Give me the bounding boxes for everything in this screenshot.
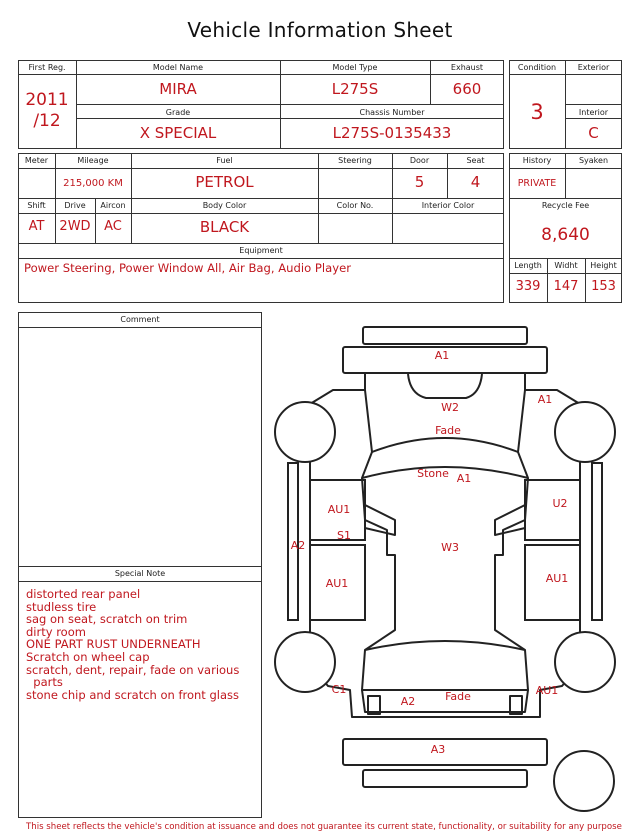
special-note-line: Scratch on wheel cap bbox=[26, 649, 150, 664]
model-name-value: MIRA bbox=[159, 80, 197, 98]
recycle-fee-value: 8,640 bbox=[541, 225, 590, 245]
mark-roof-stone-grade: A1 bbox=[456, 472, 472, 485]
syaken-label: Syaken bbox=[578, 156, 609, 165]
meter-label: Meter bbox=[24, 156, 49, 165]
color-no-label: Color No. bbox=[336, 201, 374, 210]
exterior-label: Exterior bbox=[577, 63, 610, 72]
comment-block bbox=[18, 312, 262, 818]
first-reg-label: First Reg. bbox=[28, 63, 66, 72]
length-value: 339 bbox=[515, 279, 541, 294]
comment-label: Comment bbox=[120, 315, 160, 324]
height-value: 153 bbox=[591, 279, 616, 294]
history-value: PRIVATE bbox=[517, 178, 557, 189]
fuel-value: PETROL bbox=[195, 173, 254, 191]
model-type-value: L275S bbox=[331, 80, 379, 98]
mark-front-bumper: A1 bbox=[434, 349, 450, 362]
mark-rear-right-quarter: AU1 bbox=[535, 684, 559, 697]
fuel-label: Fuel bbox=[216, 156, 233, 165]
width-label: Widht bbox=[554, 261, 578, 270]
special-note-line: scratch, dent, repair, fade on various bbox=[26, 662, 240, 677]
grade-value: X SPECIAL bbox=[139, 124, 217, 142]
equipment-value: Power Steering, Power Window All, Air Bag, Audio Player bbox=[24, 261, 351, 275]
length-label: Length bbox=[514, 261, 542, 270]
exhaust-label: Exhaust bbox=[450, 63, 484, 72]
mark-rear-left-quarter: C1 bbox=[331, 683, 347, 696]
mileage-label: Mileage bbox=[77, 156, 109, 165]
door-label: Door bbox=[409, 156, 430, 165]
chassis-value: L275S-0135433 bbox=[332, 124, 452, 142]
recycle-fee-label: Recycle Fee bbox=[541, 201, 590, 210]
chassis-label: Chassis Number bbox=[359, 108, 425, 117]
mark-roof-center: W3 bbox=[441, 541, 459, 554]
width-value: 147 bbox=[553, 279, 579, 294]
mark-roof-stone: Stone bbox=[417, 467, 449, 480]
seat-label: Seat bbox=[466, 156, 485, 165]
model-type-label: Model Type bbox=[332, 63, 378, 72]
mark-right-front-door: U2 bbox=[552, 497, 568, 510]
interior-value: C bbox=[588, 124, 599, 142]
special-note-list bbox=[26, 588, 258, 701]
aircon-label: Aircon bbox=[100, 201, 126, 210]
mark-right-rear-door: AU1 bbox=[545, 572, 569, 585]
drive-value: 2WD bbox=[59, 219, 91, 234]
mark-front-right-fender: A1 bbox=[537, 393, 553, 406]
mark-left-front-door: AU1 bbox=[327, 503, 351, 516]
mark-hood: W2 bbox=[441, 401, 459, 414]
mark-rear-bumper: A3 bbox=[430, 743, 446, 756]
car-damage-diagram bbox=[270, 322, 620, 822]
drive-label: Drive bbox=[64, 201, 86, 210]
mark-left-rear-door: AU1 bbox=[325, 577, 349, 590]
first-reg-year: 2011 bbox=[25, 90, 69, 110]
special-note-line: ONE PART RUST UNDERNEATH bbox=[26, 637, 201, 652]
seat-value: 4 bbox=[470, 173, 481, 191]
grade-label: Grade bbox=[165, 108, 191, 117]
interior-label: Interior bbox=[578, 108, 609, 117]
history-label: History bbox=[522, 156, 552, 165]
mark-left-side: A2 bbox=[290, 539, 306, 552]
mark-hood-fade: Fade bbox=[435, 424, 461, 437]
special-note-line: dirty room bbox=[26, 624, 86, 639]
special-note-line: distorted rear panel bbox=[26, 587, 141, 601]
equipment-label: Equipment bbox=[239, 246, 283, 255]
condition-label: Condition bbox=[517, 63, 557, 72]
special-note-line: parts bbox=[26, 675, 63, 690]
model-name-label: Model Name bbox=[152, 63, 204, 72]
body-color-value: BLACK bbox=[199, 218, 250, 236]
aircon-value: AC bbox=[104, 219, 122, 234]
body-color-label: Body Color bbox=[202, 201, 247, 210]
mark-trunk-fade: Fade bbox=[445, 690, 471, 703]
mark-trunk: A2 bbox=[400, 695, 416, 708]
interior-color-label: Interior Color bbox=[421, 201, 475, 210]
shift-label: Shift bbox=[27, 201, 46, 210]
door-value: 5 bbox=[414, 173, 425, 191]
steering-label: Steering bbox=[338, 156, 372, 165]
mileage-value: 215,000 KM bbox=[63, 178, 123, 189]
special-note-label: Special Note bbox=[114, 569, 166, 578]
condition-grade: 3 bbox=[530, 100, 544, 124]
height-label: Height bbox=[590, 261, 617, 270]
page-title: Vehicle Information Sheet bbox=[187, 18, 453, 42]
exhaust-value: 660 bbox=[452, 80, 482, 98]
shift-value: AT bbox=[28, 219, 45, 234]
special-note-line: studless tire bbox=[26, 599, 97, 614]
mark-left-pillar: S1 bbox=[337, 529, 351, 542]
special-note-line: sag on seat, scratch on trim bbox=[26, 612, 188, 627]
first-reg-month: /12 bbox=[33, 111, 61, 131]
special-note-line: stone chip and scratch on front glass bbox=[26, 687, 239, 702]
disclaimer-footer: This sheet reflects the vehicle's condition at issuance and does not guarantee its current state, functionality, or suitability for any purpose bbox=[26, 822, 622, 832]
